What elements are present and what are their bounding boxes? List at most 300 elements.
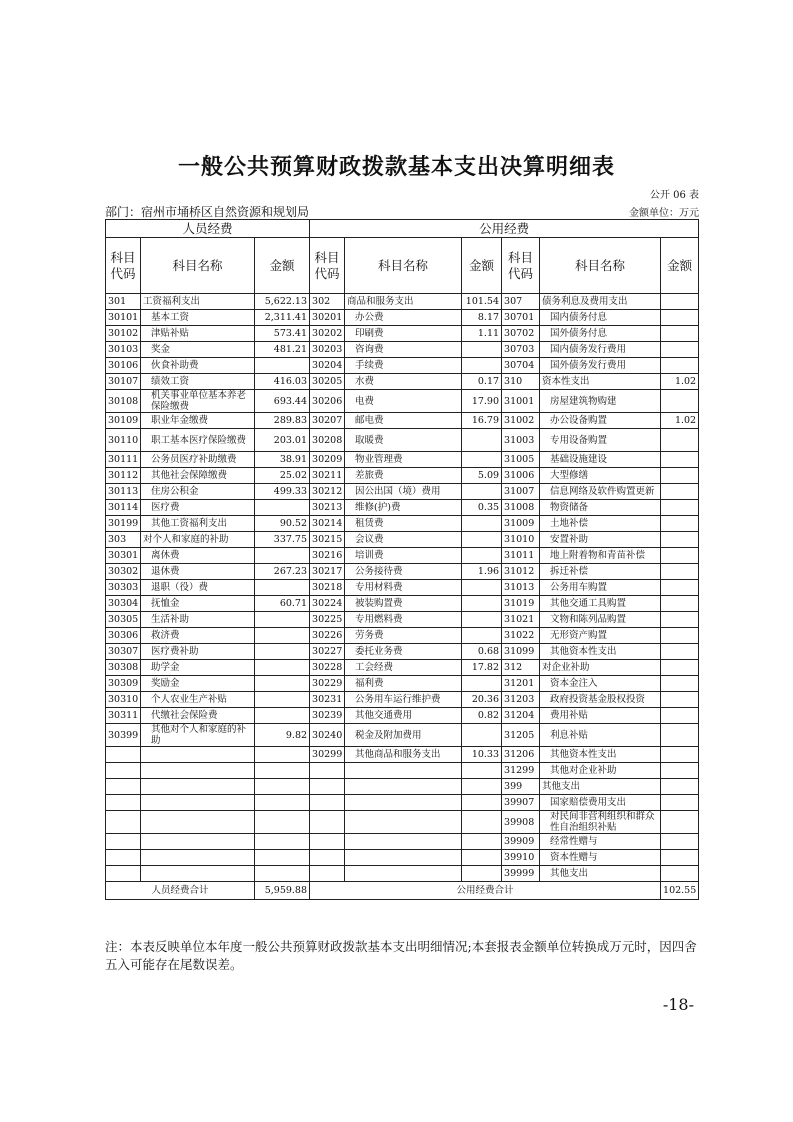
table-row [106, 850, 699, 866]
personnel-name-cell: 住房公积金 [141, 484, 255, 500]
unit-label: 金额单位：万元 [629, 208, 699, 219]
public-a-amount-cell: 16.79 [462, 413, 502, 429]
public-b-amount-cell [661, 596, 699, 612]
public-b-code-cell: 310 [502, 374, 540, 390]
public-b-name-cell: 债务利息及费用支出 [540, 294, 661, 310]
table-row [106, 612, 699, 628]
table-row [106, 795, 699, 811]
table-row [106, 628, 699, 644]
public-b-code-cell: 31003 [502, 429, 540, 452]
personnel-code-cell: 303 [106, 532, 141, 548]
public-b-amount-cell [661, 516, 699, 532]
public-a-name-cell: 商品和服务支出 [345, 294, 462, 310]
personnel-name-cell: 职业年金缴费 [141, 413, 255, 429]
public-b-code-cell: 31205 [502, 724, 540, 747]
personnel-name-cell: 公务员医疗补助缴费 [141, 452, 255, 468]
public-b-amount-cell [661, 564, 699, 580]
public-b-code-cell: 31008 [502, 500, 540, 516]
table-row [106, 811, 699, 834]
public-a-code-cell: 30224 [310, 596, 345, 612]
personnel-amount-cell: 499.33 [255, 484, 310, 500]
personnel-name-cell: 津贴补贴 [141, 326, 255, 342]
public-a-amount-cell [462, 596, 502, 612]
table-row [106, 500, 699, 516]
personnel-code-cell: 30399 [106, 724, 141, 747]
personnel-code-cell: 30107 [106, 374, 141, 390]
public-b-name-cell: 国家赔偿费用支出 [540, 795, 661, 811]
public-b-name-cell: 国内债务发行费用 [540, 342, 661, 358]
public-b-name-cell: 费用补贴 [540, 708, 661, 724]
personnel-code-cell: 30304 [106, 596, 141, 612]
public-a-name-cell: 取暖费 [345, 429, 462, 452]
personnel-name-cell: 退职（役）费 [141, 580, 255, 596]
public-b-amount-cell [661, 580, 699, 596]
public-a-name-cell: 差旅费 [345, 468, 462, 484]
personnel-amount-cell [255, 763, 310, 779]
public-b-amount-cell [661, 468, 699, 484]
public-a-code-cell: 30201 [310, 310, 345, 326]
public-b-amount-cell [661, 850, 699, 866]
public-b-name-cell: 对企业补助 [540, 660, 661, 676]
personnel-amount-cell: 2,311.41 [255, 310, 310, 326]
personnel-amount-cell [255, 676, 310, 692]
form-number: 公开 06 表 [649, 190, 699, 201]
public-b-amount-cell [661, 310, 699, 326]
public-b-amount-cell [661, 779, 699, 795]
table-row [106, 866, 699, 882]
public-a-name-cell: 公务用车运行维护费 [345, 692, 462, 708]
personnel-amount-cell [255, 644, 310, 660]
personnel-code-cell [106, 811, 141, 834]
public-a-name-cell: 咨询费 [345, 342, 462, 358]
personnel-amount-cell [255, 795, 310, 811]
table-row [106, 516, 699, 532]
public-a-amount-cell [462, 612, 502, 628]
public-b-code-cell: 31001 [502, 390, 540, 413]
personnel-code-cell: 30303 [106, 580, 141, 596]
public-b-code-cell: 31002 [502, 413, 540, 429]
public-a-code-cell: 30299 [310, 747, 345, 763]
personnel-code-cell: 30308 [106, 660, 141, 676]
personnel-amount-cell [255, 692, 310, 708]
personnel-amount-cell [255, 834, 310, 850]
footnote: 注：本表反映单位本年度一般公共预算财政拨款基本支出明细情况;本套报表金额单位转换成万元时，因四舍五入可能存在尾数误差。 [105, 939, 697, 972]
personnel-name-cell: 个人农业生产补贴 [141, 692, 255, 708]
table-row [106, 310, 699, 326]
personnel-name-cell: 绩效工资 [141, 374, 255, 390]
table-row [106, 452, 699, 468]
public-b-code-cell: 31299 [502, 763, 540, 779]
public-a-amount-cell [462, 516, 502, 532]
public-b-code-cell: 31009 [502, 516, 540, 532]
public-b-amount-cell [661, 484, 699, 500]
public-b-code-cell: 39909 [502, 834, 540, 850]
personnel-name-cell [141, 779, 255, 795]
public-b-name-cell: 国外债务付息 [540, 326, 661, 342]
public-b-name-cell: 房屋建筑物购建 [540, 390, 661, 413]
public-a-name-cell: 专用材料费 [345, 580, 462, 596]
public-b-amount-cell [661, 628, 699, 644]
public-a-code-cell: 30209 [310, 452, 345, 468]
public-a-name-cell: 劳务费 [345, 628, 462, 644]
personnel-amount-cell [255, 811, 310, 834]
public-b-amount-cell [661, 660, 699, 676]
public-a-name-cell: 其他商品和服务支出 [345, 747, 462, 763]
public-a-code-cell: 30229 [310, 676, 345, 692]
personnel-code-cell [106, 795, 141, 811]
table-row [106, 326, 699, 342]
table-row [106, 548, 699, 564]
public-a-amount-cell: 1.11 [462, 326, 502, 342]
personnel-amount-cell [255, 660, 310, 676]
public-b-code-cell: 31204 [502, 708, 540, 724]
column-header-amount: 金额 [661, 238, 699, 294]
personnel-code-cell: 30305 [106, 612, 141, 628]
public-b-amount-cell [661, 532, 699, 548]
public-b-name-cell: 利息补贴 [540, 724, 661, 747]
public-a-name-cell: 物业管理费 [345, 452, 462, 468]
section-header-personnel: 人员经费 [106, 220, 310, 238]
personnel-amount-cell: 38.91 [255, 452, 310, 468]
personnel-amount-cell [255, 358, 310, 374]
page-number: -18- [662, 995, 694, 1014]
public-a-code-cell: 30217 [310, 564, 345, 580]
public-b-amount-cell [661, 358, 699, 374]
personnel-amount-cell: 573.41 [255, 326, 310, 342]
personnel-amount-cell: 337.75 [255, 532, 310, 548]
public-a-code-cell: 30208 [310, 429, 345, 452]
public-b-amount-cell [661, 294, 699, 310]
personnel-code-cell [106, 763, 141, 779]
public-a-code-cell [310, 763, 345, 779]
public-b-name-cell: 其他交通工具购置 [540, 596, 661, 612]
public-a-code-cell [310, 811, 345, 834]
personnel-amount-cell: 267.23 [255, 564, 310, 580]
table-row [106, 532, 699, 548]
public-b-amount-cell [661, 747, 699, 763]
public-a-amount-cell [462, 850, 502, 866]
personnel-name-cell: 生活补助 [141, 612, 255, 628]
public-a-amount-cell [462, 795, 502, 811]
personnel-name-cell [141, 834, 255, 850]
public-b-amount-cell [661, 452, 699, 468]
personnel-amount-cell: 25.02 [255, 468, 310, 484]
public-a-amount-cell: 0.82 [462, 708, 502, 724]
personnel-code-cell [106, 747, 141, 763]
public-a-name-cell [345, 763, 462, 779]
personnel-amount-cell: 60.71 [255, 596, 310, 612]
public-a-code-cell [310, 795, 345, 811]
personnel-name-cell: 奖金 [141, 342, 255, 358]
public-a-amount-cell [462, 484, 502, 500]
page-title: 一般公共预算财政拨款基本支出决算明细表 [177, 154, 615, 180]
public-a-amount-cell [462, 676, 502, 692]
public-a-name-cell [345, 850, 462, 866]
public-a-name-cell: 租赁费 [345, 516, 462, 532]
public-b-amount-cell [661, 708, 699, 724]
public-b-name-cell: 地上附着物和青苗补偿 [540, 548, 661, 564]
personnel-amount-cell: 203.01 [255, 429, 310, 452]
table-row [106, 763, 699, 779]
personnel-name-cell: 离休费 [141, 548, 255, 564]
public-b-code-cell: 31005 [502, 452, 540, 468]
public-a-name-cell: 邮电费 [345, 413, 462, 429]
personnel-code-cell: 30101 [106, 310, 141, 326]
public-b-amount-cell [661, 795, 699, 811]
public-a-code-cell: 30211 [310, 468, 345, 484]
public-b-code-cell: 31201 [502, 676, 540, 692]
public-b-code-cell: 31019 [502, 596, 540, 612]
public-a-code-cell: 30204 [310, 358, 345, 374]
public-a-name-cell: 维修(护)费 [345, 500, 462, 516]
public-a-name-cell: 水费 [345, 374, 462, 390]
personnel-name-cell: 医疗费 [141, 500, 255, 516]
public-b-amount-cell [661, 326, 699, 342]
column-header-amount: 金额 [462, 238, 502, 294]
personnel-name-cell [141, 747, 255, 763]
public-b-code-cell: 312 [502, 660, 540, 676]
public-a-code-cell [310, 850, 345, 866]
personnel-name-cell: 代缴社会保险费 [141, 708, 255, 724]
personnel-total-value: 5,959.88 [255, 882, 310, 900]
personnel-total-label: 人员经费合计 [106, 882, 255, 900]
public-b-name-cell: 公务用车购置 [540, 580, 661, 596]
personnel-amount-cell: 5,622.13 [255, 294, 310, 310]
public-a-code-cell [310, 866, 345, 882]
public-b-name-cell: 文物和陈列品购置 [540, 612, 661, 628]
table-row [106, 294, 699, 310]
personnel-amount-cell: 481.21 [255, 342, 310, 358]
personnel-name-cell: 其他对个人和家庭的补助 [141, 724, 255, 747]
public-a-amount-cell: 20.36 [462, 692, 502, 708]
column-header-amount: 金额 [255, 238, 310, 294]
table-row [106, 468, 699, 484]
public-b-name-cell: 对民间非营利组织和群众性自治组织补贴 [540, 811, 661, 834]
column-header-name: 科目名称 [141, 238, 255, 294]
personnel-code-cell [106, 850, 141, 866]
personnel-code-cell: 30110 [106, 429, 141, 452]
public-a-code-cell: 30206 [310, 390, 345, 413]
personnel-amount-cell: 90.52 [255, 516, 310, 532]
table-row [106, 779, 699, 795]
public-a-code-cell: 30207 [310, 413, 345, 429]
personnel-amount-cell [255, 779, 310, 795]
public-b-name-cell: 土地补偿 [540, 516, 661, 532]
public-a-code-cell: 30227 [310, 644, 345, 660]
public-a-code-cell: 30213 [310, 500, 345, 516]
public-b-code-cell: 31099 [502, 644, 540, 660]
public-a-amount-cell: 5.09 [462, 468, 502, 484]
department-label: 部门：宿州市埇桥区自然资源和规划局 [105, 205, 310, 219]
public-b-amount-cell [661, 548, 699, 564]
public-b-name-cell: 无形资产购置 [540, 628, 661, 644]
personnel-code-cell: 30309 [106, 676, 141, 692]
public-b-name-cell: 拆迁补偿 [540, 564, 661, 580]
personnel-name-cell [141, 795, 255, 811]
public-b-code-cell: 39907 [502, 795, 540, 811]
personnel-name-cell: 机关事业单位基本养老保险缴费 [141, 390, 255, 413]
public-a-name-cell: 委托业务费 [345, 644, 462, 660]
public-a-code-cell: 30225 [310, 612, 345, 628]
personnel-code-cell: 30106 [106, 358, 141, 374]
public-a-amount-cell: 10.33 [462, 747, 502, 763]
personnel-amount-cell [255, 850, 310, 866]
public-a-amount-cell [462, 342, 502, 358]
personnel-code-cell: 30301 [106, 548, 141, 564]
public-b-name-cell: 安置补助 [540, 532, 661, 548]
public-a-amount-cell: 0.35 [462, 500, 502, 516]
personnel-amount-cell [255, 628, 310, 644]
public-a-name-cell: 工会经费 [345, 660, 462, 676]
public-a-amount-cell: 101.54 [462, 294, 502, 310]
public-a-amount-cell [462, 834, 502, 850]
public-a-amount-cell: 8.17 [462, 310, 502, 326]
table-row [106, 390, 699, 413]
public-a-code-cell: 30205 [310, 374, 345, 390]
personnel-amount-cell: 416.03 [255, 374, 310, 390]
public-b-amount-cell: 1.02 [661, 413, 699, 429]
public-b-code-cell: 31022 [502, 628, 540, 644]
personnel-name-cell: 救济费 [141, 628, 255, 644]
public-b-amount-cell [661, 676, 699, 692]
public-b-code-cell: 31013 [502, 580, 540, 596]
table-row [106, 724, 699, 747]
public-b-code-cell: 307 [502, 294, 540, 310]
personnel-amount-cell [255, 866, 310, 882]
table-row [106, 374, 699, 390]
personnel-name-cell [141, 763, 255, 779]
public-a-name-cell [345, 834, 462, 850]
public-a-name-cell: 公务接待费 [345, 564, 462, 580]
personnel-code-cell: 30199 [106, 516, 141, 532]
public-b-name-cell: 资本性支出 [540, 374, 661, 390]
public-b-name-cell: 政府投资基金股权投资 [540, 692, 661, 708]
public-b-name-cell: 办公设备购置 [540, 413, 661, 429]
personnel-name-cell: 对个人和家庭的补助 [141, 532, 255, 548]
personnel-name-cell: 基本工资 [141, 310, 255, 326]
public-a-name-cell: 办公费 [345, 310, 462, 326]
table-row [106, 708, 699, 724]
public-b-amount-cell [661, 763, 699, 779]
public-a-code-cell: 30215 [310, 532, 345, 548]
personnel-name-cell: 伙食补助费 [141, 358, 255, 374]
public-a-name-cell [345, 795, 462, 811]
table-row [106, 692, 699, 708]
public-b-name-cell: 专用设备购置 [540, 429, 661, 452]
personnel-code-cell: 30103 [106, 342, 141, 358]
public-total-value: 102.55 [661, 882, 699, 900]
personnel-code-cell: 30102 [106, 326, 141, 342]
column-header-code: 科目代码 [310, 238, 345, 294]
public-a-name-cell [345, 779, 462, 795]
public-a-amount-cell: 1.96 [462, 564, 502, 580]
public-a-name-cell [345, 866, 462, 882]
public-a-amount-cell [462, 429, 502, 452]
table-row [106, 660, 699, 676]
public-a-amount-cell [462, 580, 502, 596]
personnel-code-cell: 30302 [106, 564, 141, 580]
column-header-code: 科目代码 [502, 238, 540, 294]
personnel-name-cell [141, 866, 255, 882]
public-b-name-cell: 物资储备 [540, 500, 661, 516]
public-a-name-cell: 专用燃料费 [345, 612, 462, 628]
public-a-name-cell: 电费 [345, 390, 462, 413]
public-b-amount-cell [661, 390, 699, 413]
personnel-amount-cell: 9.82 [255, 724, 310, 747]
public-b-amount-cell [661, 429, 699, 452]
table-row [106, 596, 699, 612]
public-b-amount-cell [661, 612, 699, 628]
public-b-name-cell: 经常性赠与 [540, 834, 661, 850]
public-a-amount-cell: 0.17 [462, 374, 502, 390]
section-header-public: 公用经费 [310, 220, 699, 238]
public-a-code-cell: 30226 [310, 628, 345, 644]
table-row [106, 834, 699, 850]
personnel-name-cell: 其他工资福利支出 [141, 516, 255, 532]
personnel-code-cell: 30311 [106, 708, 141, 724]
public-a-name-cell [345, 811, 462, 834]
personnel-amount-cell: 289.83 [255, 413, 310, 429]
public-a-name-cell: 福利费 [345, 676, 462, 692]
public-a-code-cell: 30240 [310, 724, 345, 747]
public-b-code-cell: 31010 [502, 532, 540, 548]
public-a-amount-cell [462, 763, 502, 779]
public-a-amount-cell: 17.90 [462, 390, 502, 413]
public-a-code-cell: 30202 [310, 326, 345, 342]
public-a-amount-cell [462, 452, 502, 468]
personnel-name-cell: 医疗费补助 [141, 644, 255, 660]
table-row [106, 564, 699, 580]
public-a-amount-cell [462, 548, 502, 564]
public-a-code-cell: 30239 [310, 708, 345, 724]
table-row [106, 676, 699, 692]
public-b-amount-cell [661, 644, 699, 660]
public-b-amount-cell [661, 834, 699, 850]
public-b-code-cell: 30701 [502, 310, 540, 326]
public-b-amount-cell [661, 342, 699, 358]
public-a-amount-cell: 17.82 [462, 660, 502, 676]
public-a-name-cell: 手续费 [345, 358, 462, 374]
public-b-name-cell: 基础设施建设 [540, 452, 661, 468]
personnel-amount-cell [255, 500, 310, 516]
public-a-code-cell: 30203 [310, 342, 345, 358]
public-a-name-cell: 税金及附加费用 [345, 724, 462, 747]
public-b-name-cell: 信息网络及软件购置更新 [540, 484, 661, 500]
public-b-amount-cell [661, 811, 699, 834]
personnel-amount-cell: 693.44 [255, 390, 310, 413]
personnel-name-cell: 职工基本医疗保险缴费 [141, 429, 255, 452]
public-total-label: 公用经费合计 [310, 882, 661, 900]
personnel-code-cell: 30109 [106, 413, 141, 429]
public-a-name-cell: 其他交通费用 [345, 708, 462, 724]
personnel-amount-cell [255, 612, 310, 628]
personnel-code-cell [106, 779, 141, 795]
public-b-name-cell: 其他资本性支出 [540, 644, 661, 660]
public-b-code-cell: 30704 [502, 358, 540, 374]
public-b-code-cell: 39908 [502, 811, 540, 834]
public-a-code-cell: 30214 [310, 516, 345, 532]
public-a-amount-cell [462, 724, 502, 747]
personnel-name-cell: 退休费 [141, 564, 255, 580]
public-b-code-cell: 31011 [502, 548, 540, 564]
public-b-name-cell: 大型修缮 [540, 468, 661, 484]
table-row [106, 413, 699, 429]
public-b-name-cell: 资本金注入 [540, 676, 661, 692]
public-a-amount-cell [462, 358, 502, 374]
public-b-amount-cell [661, 724, 699, 747]
public-b-code-cell: 39999 [502, 866, 540, 882]
public-a-code-cell: 30228 [310, 660, 345, 676]
